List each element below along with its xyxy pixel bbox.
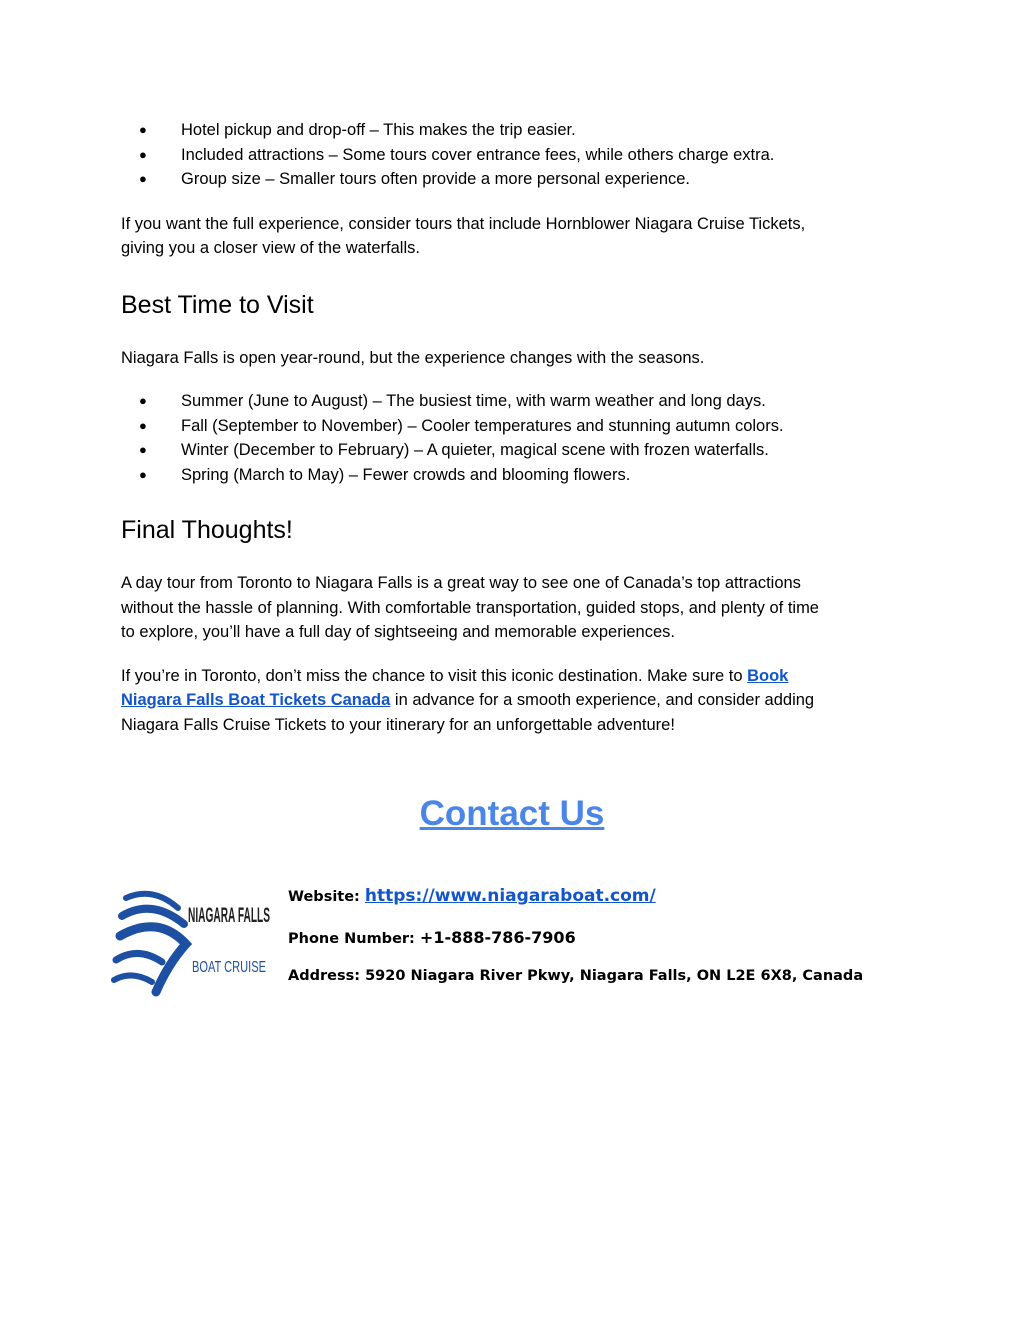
list-item: ● Spring (March to May) – Fewer crowds and blooming flowers. bbox=[121, 463, 911, 488]
list-item: ● Included attractions – Some tours cover entrance fees, while others charge extra. bbox=[121, 143, 911, 168]
bullet-icon: ● bbox=[139, 122, 147, 137]
bullet-icon: ● bbox=[139, 393, 147, 408]
phone-number: +1-888-786-7906 bbox=[419, 928, 576, 947]
tour-features-list bbox=[121, 118, 911, 192]
website-line: Website: https://www.niagaraboat.com/ bbox=[288, 886, 656, 906]
svg-text:BOAT CRUISE: BOAT CRUISE bbox=[192, 959, 266, 976]
website-link[interactable]: https://www.niagaraboat.com/ bbox=[364, 886, 656, 906]
final-thoughts-heading: Final Thoughts! bbox=[121, 516, 293, 544]
list-item: ● Fall (September to November) – Cooler temperatures and stunning autumn colors. bbox=[121, 414, 911, 439]
seasons-list bbox=[121, 389, 911, 487]
final-paragraph-2: If you’re in Toronto, don’t miss the chance to visit this iconic destination. Make sure to Book Niagara Falls Boat Tickets Canada in advance for a smooth experience, and consider adding Niagara Falls Cruise Tickets to your itinerary for an unforgettable adventure! bbox=[121, 666, 815, 734]
address-line: Address: 5920 Niagara River Pkwy, Niagara Falls, ON L2E 6X8, Canada bbox=[288, 968, 864, 984]
best-time-heading: Best Time to Visit bbox=[121, 290, 314, 319]
phone-line: Phone Number: +1-888-786-7906 bbox=[288, 928, 576, 947]
address-value: 5920 Niagara River Pkwy, Niagara Falls, ON L2E 6X8, Canada bbox=[365, 968, 864, 984]
list-item: ● Group size – Smaller tours often provide a more personal experience. bbox=[121, 167, 911, 192]
final-paragraph-1: A day tour from Toronto to Niagara Falls is a great way to see one of Canada’s top attractions without the hassle of planning. With comfortable transportation, guided stops, and plenty of time to explore, you’ll have a full day of sightseeing and memorable experiences. bbox=[121, 574, 819, 641]
best-time-intro: Niagara Falls is open year-round, but the experience changes with the seasons. bbox=[121, 348, 705, 367]
bullet-icon: ● bbox=[139, 146, 147, 162]
list-item: ● Hotel pickup and drop-off – This makes the trip easier. bbox=[121, 118, 911, 143]
intro-paragraph: If you want the full experience, consider tours that include Hornblower Niagara Cruise Tickets, giving you a closer view of the waterfalls. bbox=[121, 214, 806, 257]
bullet-icon: ● bbox=[139, 442, 147, 457]
document-page bbox=[121, 118, 911, 737]
bullet-icon: ● bbox=[139, 466, 147, 482]
niagara-boat-cruise-logo bbox=[108, 884, 274, 1000]
boat-logo-icon bbox=[108, 884, 274, 1000]
bullet-icon: ● bbox=[139, 171, 147, 186]
svg-text:NIAGARA FALLS: NIAGARA FALLS bbox=[188, 904, 270, 927]
list-item: ● Winter (December to February) – A quieter, magical scene with frozen waterfalls. bbox=[121, 438, 911, 463]
list-item: ● Summer (June to August) – The busiest time, with warm weather and long days. bbox=[121, 389, 911, 414]
bullet-icon: ● bbox=[139, 417, 147, 433]
contact-us-heading: Contact Us bbox=[419, 794, 605, 833]
book-tickets-link[interactable]: Book Niagara Falls Boat Tickets Canada bbox=[121, 666, 789, 709]
